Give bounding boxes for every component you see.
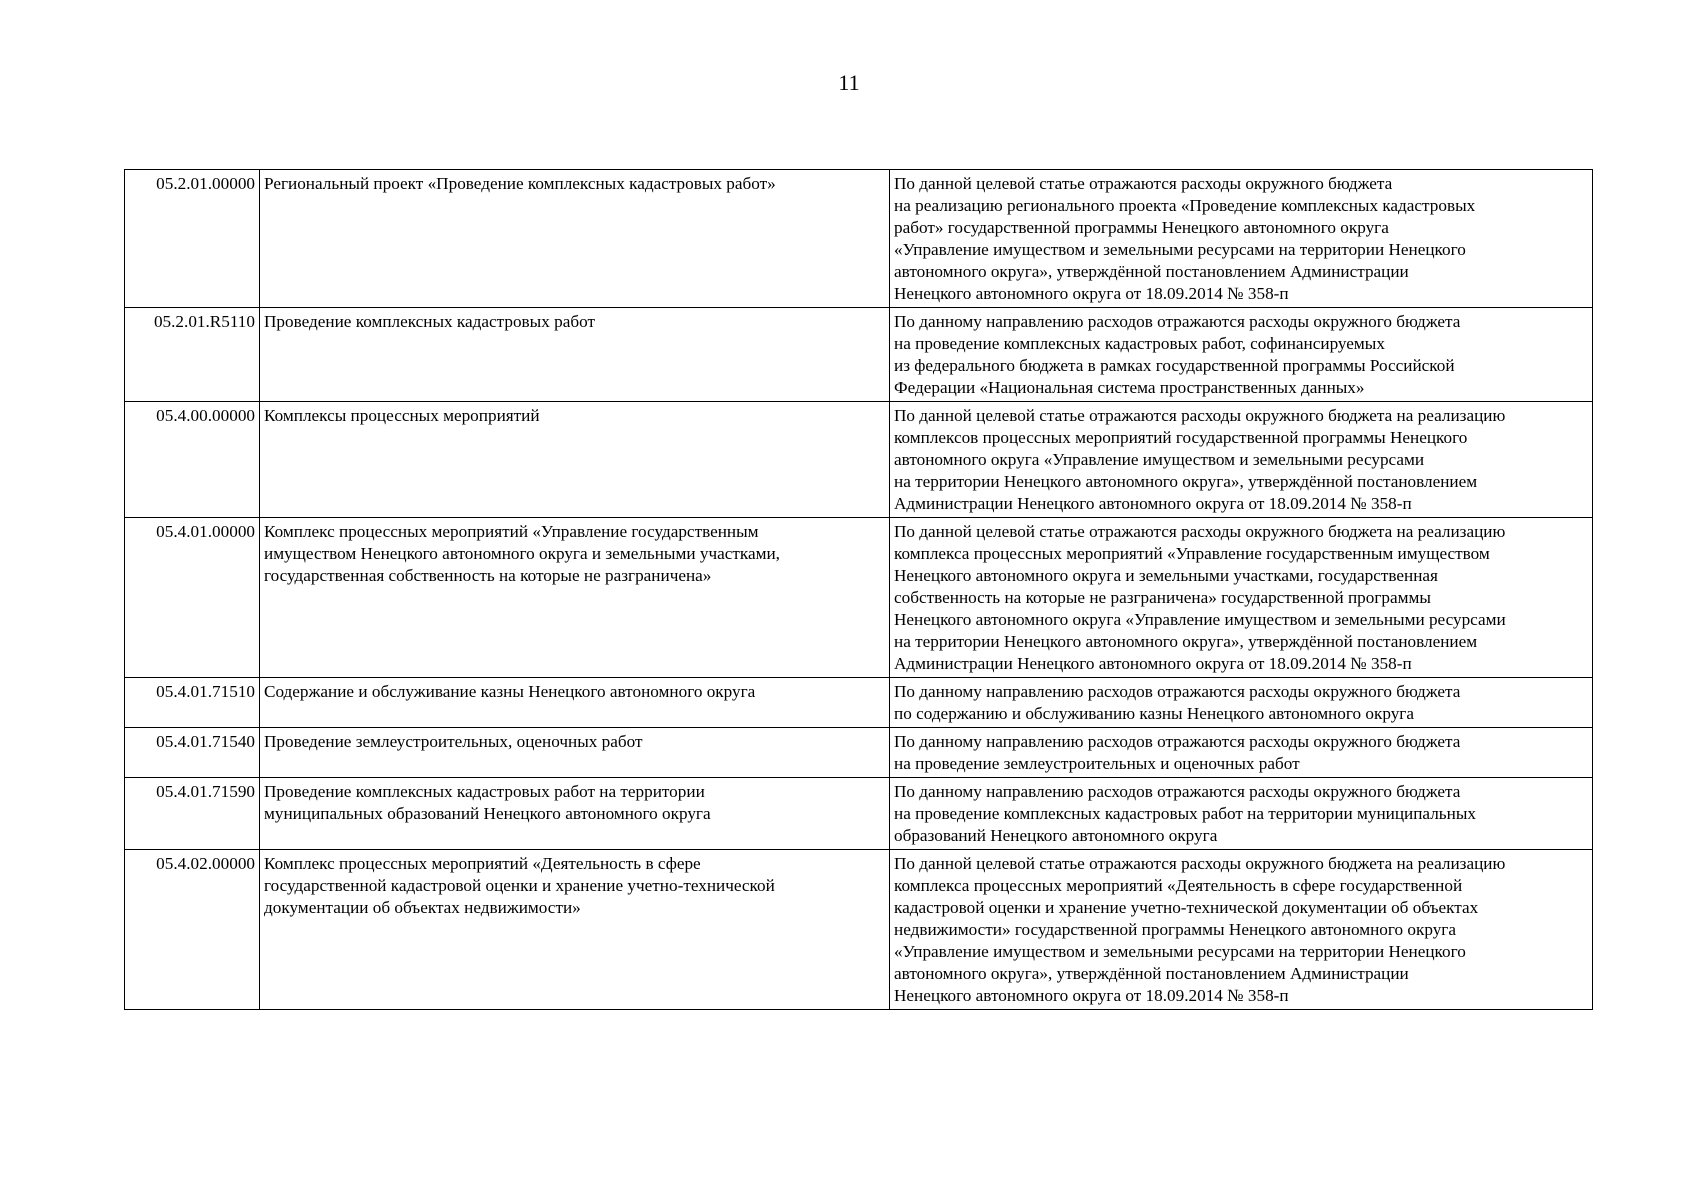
description-line: По данному направлению расходов отражаются расходы окружного бюджета [894, 312, 1461, 331]
description-line: По данной целевой статье отражаются расходы окружного бюджета на реализацию [894, 522, 1506, 541]
name-cell [260, 402, 890, 518]
description-cell [890, 308, 1593, 402]
name-cell [260, 778, 890, 850]
name-cell [260, 728, 890, 778]
table-row [125, 678, 1593, 728]
description-cell [890, 728, 1593, 778]
description-line: недвижимости» государственной программы Ненецкого автономного округа [894, 920, 1456, 939]
table-body [125, 170, 1593, 1010]
description-line: Федерации «Национальная система пространственных данных» [894, 378, 1365, 397]
page-number: 11 [838, 70, 860, 95]
code-cell: 05.2.01.R5110 [125, 308, 260, 402]
description-line: Администрации Ненецкого автономного округа от 18.09.2014 № 358-п [894, 494, 1412, 513]
description-line: на проведение комплексных кадастровых работ, софинансируемых [894, 334, 1385, 353]
description-line: комплексов процессных мероприятий государственной программы Ненецкого [894, 428, 1468, 447]
code-cell: 05.4.00.00000 [125, 402, 260, 518]
description-line: По данной целевой статье отражаются расходы окружного бюджета на реализацию [894, 406, 1506, 425]
description-line: на реализацию регионального проекта «Проведение комплексных кадастровых [894, 196, 1476, 215]
description-line: По данному направлению расходов отражаются расходы окружного бюджета [894, 732, 1461, 751]
description-line: По данному направлению расходов отражаются расходы окружного бюджета [894, 782, 1461, 801]
name-line: государственной кадастровой оценки и хранение учетно-технической [264, 876, 775, 895]
description-line: комплекса процессных мероприятий «Деятельность в сфере государственной [894, 876, 1463, 895]
name-line: Содержание и обслуживание казны Ненецкого автономного округа [264, 682, 756, 701]
description-line: По данному направлению расходов отражаются расходы окружного бюджета [894, 682, 1461, 701]
name-line: Комплекс процессных мероприятий «Деятельность в сфере [264, 854, 701, 873]
code-cell: 05.4.01.71510 [125, 678, 260, 728]
table-row [125, 518, 1593, 678]
description-cell [890, 518, 1593, 678]
description-line: Ненецкого автономного округа от 18.09.2014 № 358-п [894, 284, 1289, 303]
description-line: на проведение комплексных кадастровых работ на территории муниципальных [894, 804, 1476, 823]
table-row [125, 778, 1593, 850]
name-line: Проведение землеустроительных, оценочных работ [264, 732, 643, 751]
table-row [125, 850, 1593, 1010]
description-cell [890, 402, 1593, 518]
description-cell [890, 778, 1593, 850]
description-line: Ненецкого автономного округа «Управление имуществом и земельными ресурсами [894, 610, 1506, 629]
description-line: на проведение землеустроительных и оценочных работ [894, 754, 1300, 773]
description-line: автономного округа «Управление имуществом и земельными ресурсами [894, 450, 1425, 469]
table-row [125, 308, 1593, 402]
name-line: документации об объектах недвижимости» [264, 898, 581, 917]
description-line: По данной целевой статье отражаются расходы окружного бюджета [894, 174, 1393, 193]
description-line: собственность на которые не разграничена» государственной программы [894, 588, 1431, 607]
description-cell [890, 170, 1593, 308]
name-cell [260, 518, 890, 678]
name-line: государственная собственность на которые не разграничена» [264, 566, 712, 585]
description-line: на территории Ненецкого автономного округа», утверждённой постановлением [894, 632, 1478, 651]
name-line: Комплекс процессных мероприятий «Управление государственным [264, 522, 759, 541]
code-cell: 05.4.02.00000 [125, 850, 260, 1010]
code-cell: 05.4.01.00000 [125, 518, 260, 678]
table-row [125, 170, 1593, 308]
budget-classification-table [124, 169, 1593, 1010]
name-cell [260, 308, 890, 402]
description-line: на территории Ненецкого автономного округа», утверждённой постановлением [894, 472, 1478, 491]
description-line: По данной целевой статье отражаются расходы окружного бюджета на реализацию [894, 854, 1506, 873]
description-line: Администрации Ненецкого автономного округа от 18.09.2014 № 358-п [894, 654, 1412, 673]
name-line: муниципальных образований Ненецкого автономного округа [264, 804, 711, 823]
code-cell: 05.4.01.71590 [125, 778, 260, 850]
description-line: из федерального бюджета в рамках государственной программы Российской [894, 356, 1455, 375]
name-line: имуществом Ненецкого автономного округа и земельными участками, [264, 544, 780, 563]
description-line: «Управление имуществом и земельными ресурсами на территории Ненецкого [894, 240, 1466, 259]
name-line: Проведение комплексных кадастровых работ на территории [264, 782, 705, 801]
code-cell: 05.4.01.71540 [125, 728, 260, 778]
description-line: Ненецкого автономного округа от 18.09.2014 № 358-п [894, 986, 1289, 1005]
description-line: по содержанию и обслуживанию казны Ненецкого автономного округа [894, 704, 1414, 723]
code-cell: 05.2.01.00000 [125, 170, 260, 308]
description-line: комплекса процессных мероприятий «Управление государственным имуществом [894, 544, 1490, 563]
description-cell [890, 678, 1593, 728]
table-row [125, 728, 1593, 778]
description-line: работ» государственной программы Ненецкого автономного округа [894, 218, 1389, 237]
description-line: образований Ненецкого автономного округа [894, 826, 1218, 845]
name-cell [260, 170, 890, 308]
table-row [125, 402, 1593, 518]
name-cell [260, 850, 890, 1010]
description-line: Ненецкого автономного округа и земельными участками, государственная [894, 566, 1438, 585]
description-line: автономного округа», утверждённой постановлением Администрации [894, 964, 1409, 983]
description-cell [890, 850, 1593, 1010]
name-line: Комплексы процессных мероприятий [264, 406, 540, 425]
description-line: автономного округа», утверждённой постановлением Администрации [894, 262, 1409, 281]
name-cell [260, 678, 890, 728]
name-line: Проведение комплексных кадастровых работ [264, 312, 595, 331]
description-line: «Управление имуществом и земельными ресурсами на территории Ненецкого [894, 942, 1466, 961]
name-line: Региональный проект «Проведение комплексных кадастровых работ» [264, 174, 776, 193]
description-line: кадастровой оценки и хранение учетно-технической документации об объектах [894, 898, 1479, 917]
